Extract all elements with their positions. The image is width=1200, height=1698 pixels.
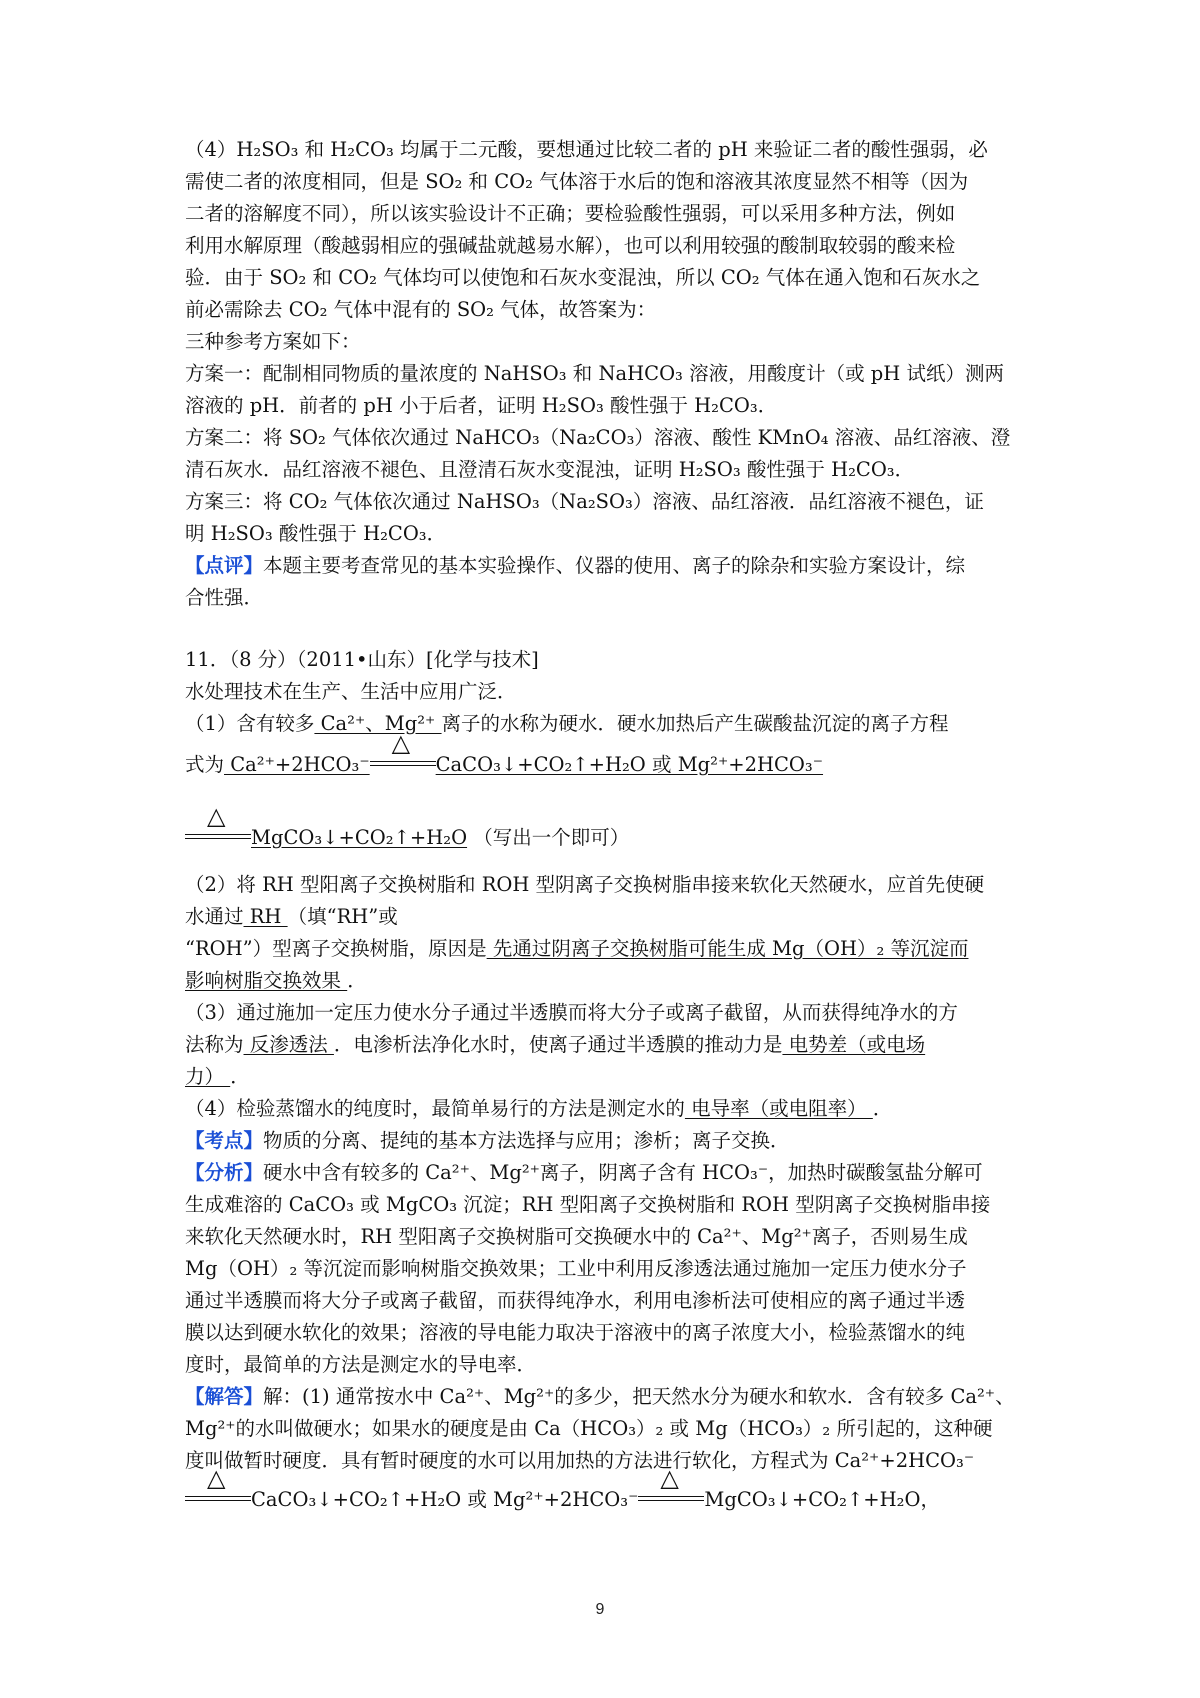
text-line: 方案二：将 SO₂ 气体依次通过 NaHCO₃（Na₂CO₃）溶液、酸性 KMnO₄ 溶液、品红溶液、澄 — [185, 426, 1011, 449]
text-line: （2）将 RH 型阳离子交换树脂和 ROH 型阴离子交换树脂串接来软化天然硬水，应首先使硬 — [185, 873, 985, 896]
question-header: 11．（8 分）（2011•山东）[化学与技术] — [185, 648, 539, 671]
text-line: 度时，最简单的方法是测定水的导电率． — [185, 1353, 537, 1376]
text-line: 需使二者的浓度相同，但是 SO₂ 和 CO₂ 气体溶于水后的饱和溶液其浓度显然不相等（因为 — [185, 170, 969, 193]
text-line: △ CaCO₃↓+CO₂↑+H₂O 或 Mg²⁺+2HCO₃⁻ △ MgCO₃↓+CO₂↑+H₂O， — [185, 1490, 940, 1522]
text-line: 三种参考方案如下： — [185, 330, 361, 353]
answer-blank: 影响树脂交换效果 — [185, 969, 348, 992]
text-line: 二者的溶解度不同），所以该实验设计不正确；要检验酸性强弱，可以采用多种方法，例如 — [185, 202, 956, 225]
text-line: 方案一：配制相同物质的量浓度的 NaHSO₃ 和 NaHCO₃ 溶液，用酸度计（或 pH 试纸）测两 — [185, 362, 1004, 385]
heat-arrow: △ — [185, 830, 251, 844]
text-line: 【考点】物质的分离、提纯的基本方法选择与应用；渗析；离子交换． — [185, 1129, 790, 1152]
text-line: 清石灰水．品红溶液不褪色、且澄清石灰水变混浊，证明 H₂SO₃ 酸性强于 H₂CO₃． — [185, 458, 915, 481]
answer-blank: 反渗透法 — [243, 1033, 334, 1056]
text-line: 法称为 反渗透法 ．电渗析法净化水时，使离子通过半透膜的推动力是 电势差（或电场 — [185, 1033, 926, 1056]
answer-blank: Ca²⁺+2HCO₃⁻ — [224, 753, 370, 776]
heat-arrow: △ — [370, 757, 436, 771]
page-number: 9 — [595, 1601, 605, 1618]
heat-arrow: △ — [185, 1492, 251, 1506]
text-line: （4）H₂SO₃ 和 H₂CO₃ 均属于二元酸，要想通过比较二者的 pH 来验证二者的酸性强弱，必 — [185, 138, 988, 161]
tag-label: 【考点】 — [185, 1129, 264, 1152]
text-line: 方案三：将 CO₂ 气体依次通过 NaHSO₃（Na₂SO₃）溶液、品红溶液．品红溶液不褪色，证 — [185, 490, 984, 513]
text-line: 影响树脂交换效果 ． — [185, 969, 367, 992]
text-line: 【分析】硬水中含有较多的 Ca²⁺、Mg²⁺离子，阴离子含有 HCO₃⁻，加热时碳酸氢盐分解可 — [185, 1161, 983, 1184]
heat-arrow: △ — [638, 1492, 704, 1506]
text-line: 度叫做暂时硬度．具有暂时硬度的水可以用加热的方法进行软化，方程式为 Ca²⁺+2HCO₃⁻ — [185, 1449, 975, 1472]
answer-blank: 力） — [185, 1065, 231, 1088]
text-line: 验．由于 SO₂ 和 CO₂ 气体均可以使饱和石灰水变混浊，所以 CO₂ 气体在通入饱和石灰水之 — [185, 266, 981, 289]
tag-label: 【解答】 — [185, 1385, 264, 1408]
text-line: 力） ． — [185, 1065, 250, 1088]
text-line: 利用水解原理（酸越弱相应的强碱盐就越易水解），也可以利用较强的酸制取较弱的酸来检 — [185, 234, 956, 257]
answer-blank: RH — [243, 905, 288, 928]
tag-label: 【分析】 — [185, 1161, 264, 1184]
text-line: 合性强． — [185, 586, 264, 609]
answer-blank: 电导率（或电阻率） — [684, 1097, 873, 1120]
text-line: 膜以达到硬水软化的效果；溶液的导电能力取决于溶液中的离子浓度大小，检验蒸馏水的纯 — [185, 1321, 966, 1344]
answer-blank: Ca²⁺、Mg²⁺ — [314, 712, 442, 735]
text-line: 明 H₂SO₃ 酸性强于 H₂CO₃． — [185, 522, 447, 545]
text-line: 【解答】解：(1) 通常按水中 Ca²⁺、Mg²⁺的多少，把天然水分为硬水和软水．含有较多 Ca²⁺、 — [185, 1385, 1015, 1408]
text-line: 通过半透膜而将大分子或离子截留，而获得纯净水，利用电渗析法可使相应的离子通过半透 — [185, 1289, 966, 1312]
text-line: 生成难溶的 CaCO₃ 或 MgCO₃ 沉淀；RH 型阳离子交换树脂和 ROH 型阴离子交换树脂串接 — [185, 1193, 991, 1216]
answer-blank: 先通过阴离子交换树脂可能生成 Mg（OH）₂ 等沉淀而 — [486, 937, 969, 960]
answer-blank: MgCO₃↓+CO₂↑+H₂O — [251, 826, 468, 849]
answer-blank: 电势差（或电场 — [782, 1033, 926, 1056]
tag-label: 【点评】 — [185, 554, 264, 577]
text-line: 来软化天然硬水时，RH 型阳离子交换树脂可交换硬水中的 Ca²⁺、Mg²⁺离子，否则易生成 — [185, 1225, 968, 1248]
answer-blank: CaCO₃↓+CO₂↑+H₂O 或 Mg²⁺+2HCO₃⁻ — [435, 753, 824, 776]
text-line: Mg²⁺的水叫做硬水；如果水的硬度是由 Ca（HCO₃）₂ 或 Mg（HCO₃）₂ 所引起的，这种硬 — [185, 1417, 993, 1440]
comment-line: 【点评】本题主要考查常见的基本实验操作、仪器的使用、离子的除杂和实验方案设计，综 — [185, 554, 966, 577]
text-line: （3）通过施加一定压力使水分子通过半透膜而将大分子或离子截留，从而获得纯净水的方 — [185, 1001, 958, 1024]
text-line: “ROH”）型离子交换树脂，原因是 先通过阴离子交换树脂可能生成 Mg（OH）₂ 等沉淀而 — [185, 937, 969, 960]
text-line: （4）检验蒸馏水的纯度时，最简单易行的方法是测定水的 电导率（或电阻率） ． — [185, 1097, 893, 1120]
text-line: △ MgCO₃↓+CO₂↑+H₂O （写出一个即可） — [185, 828, 629, 860]
text-line: 式为 Ca²⁺+2HCO₃⁻ △ CaCO₃↓+CO₂↑+H₂O 或 Mg²⁺+2HCO₃⁻ — [185, 729, 824, 776]
text-line: （1）含有较多 Ca²⁺、Mg²⁺ 离子的水称为硬水．硬水加热后产生碳酸盐沉淀的离子方程 — [185, 712, 949, 735]
text-line: 前必需除去 CO₂ 气体中混有的 SO₂ 气体，故答案为： — [185, 298, 657, 321]
text-line: 溶液的 pH．前者的 pH 小于后者，证明 H₂SO₃ 酸性强于 H₂CO₃． — [185, 394, 778, 417]
text-line: 水处理技术在生产、生活中应用广泛． — [185, 680, 517, 703]
text-line: 水通过 RH （填“RH”或 — [185, 905, 398, 928]
text-line: Mg（OH）₂ 等沉淀而影响树脂交换效果；工业中利用反渗透法通过施加一定压力使水分子 — [185, 1257, 967, 1280]
